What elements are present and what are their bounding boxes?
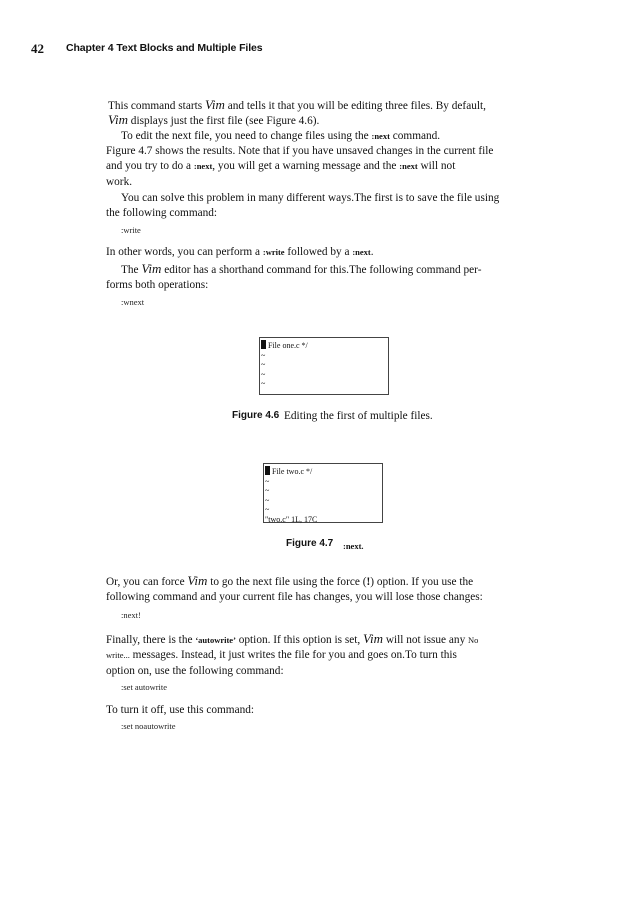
para2-line1: To edit the next file, you need to change files using the :next command. [121, 130, 441, 142]
para3-line1: You can solve this problem in many different ways.The first is to save the file using [121, 192, 500, 204]
screen-status-line: "two.c" 1L, 17C [265, 514, 318, 524]
figure-4-7-screen [263, 463, 383, 523]
code-next-bang: :next! [121, 610, 141, 620]
para5-line1: Or, you can force Vim to go the next file using the force (!) option. If you use the [106, 573, 474, 588]
para4-line2: The Vim editor has a shorthand command for this.The following command per- [121, 261, 482, 276]
figure-4-6-caption: Editing the first of multiple files. [284, 410, 433, 422]
para3-line2: the following command: [106, 207, 218, 219]
code-set-noautowrite: :set noautowrite [121, 721, 176, 731]
cursor-block [265, 466, 270, 475]
screen-line: ~ [261, 360, 266, 369]
para7-line1: To turn it off, use this command: [106, 704, 255, 716]
code-wnext: :wnext [121, 297, 145, 307]
para1-line2: Vim displays just the first file (see Figure 4.6). [108, 112, 320, 127]
para5-line2: following command and your current file has changes, you will lose those changes: [106, 591, 483, 603]
cursor-block [261, 340, 266, 349]
code-set-autowrite: :set autowrite [121, 682, 168, 692]
para2-line3: and you try to do a :next, you will get a warning message and the :next will not [106, 160, 456, 172]
chapter-header: Chapter 4 Text Blocks and Multiple Files [66, 42, 263, 54]
figure-4-7-caption: :next. [343, 541, 364, 551]
code-write: :write [121, 225, 141, 235]
para6-line3: option on, use the following command: [106, 665, 284, 677]
screen-line: ~ [265, 476, 270, 486]
figure-4-6-screen [259, 337, 389, 395]
figure-4-7-label: Figure 4.7 [286, 538, 334, 549]
screen-line: ~ [261, 379, 266, 388]
screen-line: File one.c */ [261, 340, 388, 351]
para1-line1: This command starts Vim and tells it that you will be editing three files. By default, [108, 97, 486, 112]
screen-line: ~ [261, 350, 266, 360]
screen-line: File two.c */ [265, 466, 382, 477]
screen-line: ~ [265, 495, 270, 505]
para4-line1: In other words, you can perform a :write followed by a :next. [106, 246, 374, 258]
screen-line: ~ [265, 505, 270, 514]
para6-line2: write... messages. Instead, it just writes the file for you and goes on.To turn this [106, 649, 457, 661]
screen-line: ~ [265, 486, 270, 495]
page-number: 42 [31, 41, 44, 56]
figure-4-6-label: Figure 4.6 [232, 410, 280, 421]
screen-line: ~ [261, 369, 266, 379]
para6-line1: Finally, there is the ‘autowrite’ option. If this option is set, Vim will not issue any No [106, 631, 479, 646]
para2-line4: work. [106, 176, 133, 188]
para4-line3: forms both operations: [106, 279, 209, 291]
para2-line2: Figure 4.7 shows the results. Note that if you have unsaved changes in the current file [106, 145, 494, 157]
